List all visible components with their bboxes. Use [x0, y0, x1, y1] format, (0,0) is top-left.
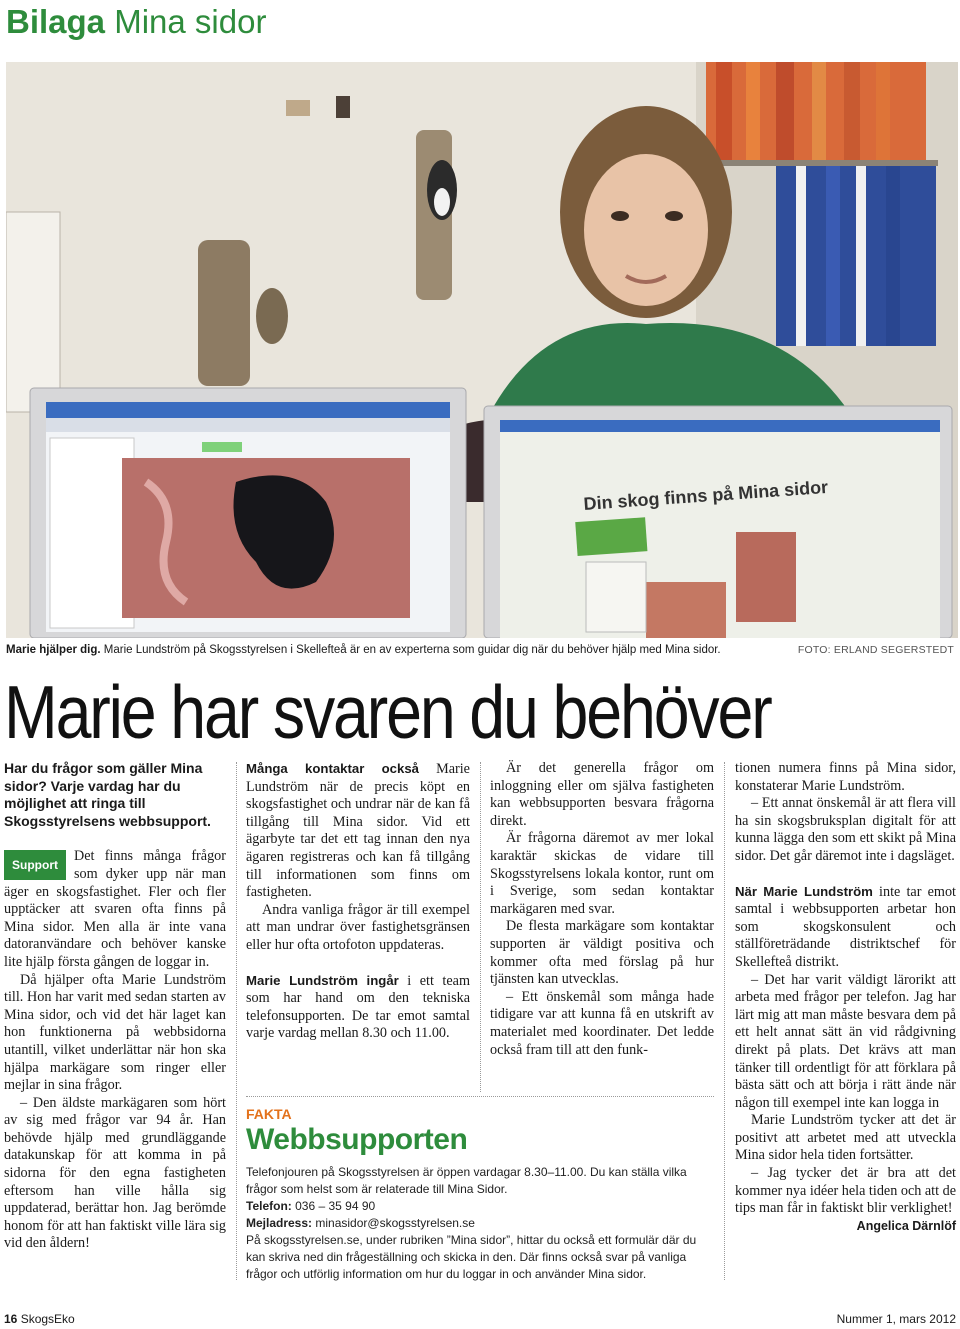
column-divider [480, 762, 481, 1092]
paragraph [735, 883, 956, 972]
fakta-body [246, 1164, 714, 1283]
paragraph: – Den äldste markägaren som hört av sig med frågor var 94 år. Han behövde hjälp med grundläggande datakunskap för att komma in på sidorna för den egna fastigheten eftersom han ville hålla sig uppdaterad, berättar hon. Jag berömde honom för att han faktiskt ville lära sig vid den åldern! [4, 1094, 226, 1252]
fakta-box [246, 1096, 714, 1283]
article-headline: Marie har svaren du behöver [4, 670, 771, 754]
paragraph: – Det har varit väldigt lärorikt att arbeta med frågor per telefon. Jag har lärt mig att man måste besvara dem på ett helt annat sätt än vid rådgivning direkt på plats. Det krävs att man tänker till ordentligt för att förklara på bästa sätt och att börja i rätt ände när någon till exempel inte kan logga in [735, 971, 956, 1111]
fakta-phone [246, 1198, 714, 1215]
paragraph: tionen numera finns på Mina sidor, konstaterar Marie Lundström. [735, 760, 956, 794]
fakta-email-address[interactable]: minasidor@skogsstyrelsen.se [312, 1216, 475, 1230]
fakta-email-label: Mejladress: [246, 1216, 313, 1230]
fakta-divider [246, 1096, 714, 1097]
paragraph [246, 760, 470, 902]
fakta-phone-label: Telefon: [246, 1199, 292, 1213]
paragraph-lead: När Marie Lundström [735, 883, 873, 899]
author-signature: Angelica Därnlöf [856, 1218, 956, 1233]
article-column-1 [4, 760, 226, 1253]
fakta-line: På skogsstyrelsen.se, under rubriken ”Mina sidor”, hittar du också ett formulär där du kan skriva ned din frågeställning och skicka in den. Där finns också svar på vanliga frågor och utförlig information om hur du loggar in och använder Mina sidor. [246, 1233, 697, 1281]
fakta-phone-number: 036 – 35 94 90 [291, 1199, 376, 1213]
article-ingress: Har du frågor som gäller Mina sidor? Varje vardag har du möjlighet att ringa till Skogsstyrelsens webbsupport. [4, 760, 211, 829]
paragraph: Då hjälper ofta Marie Lundström till. Hon har varit med sedan starten av Mina sidor, och vid det här laget kan hon funktionerna på webbsidorna utantill, vilket underlättar när hon ska hjälpa markägare som ringer eller mejlar in sina frågor. [4, 971, 226, 1094]
paragraph: Är frågorna däremot av mer lokal karaktär skickas de vidare till Skogsstyrelsens lokala kontor, runt om i Sverige, som sedan kontaktar markägaren med svar. [490, 830, 714, 917]
column-divider [236, 762, 237, 1280]
paragraph: Det finns många frågor som dyker upp när man äger en skogsfastighet. Fler och fler upptäcker att svaren ofta finns på Mina sidor. Men alla är inte vana datoranvändare och behöver kanske lite hjälp första gången de loggar in. [4, 848, 226, 970]
screen-heading-text: Din skog finns på Mina sidor [582, 476, 829, 514]
column-divider [724, 762, 725, 1280]
photo-credit: FOTO: ERLAND SEGERSTEDT [797, 644, 954, 656]
fakta-email [246, 1215, 714, 1232]
fakta-line: Telefonjouren på Skogsstyrelsen är öppen vardagar 8.30–11.00. Du kan ställa vilka frågor som helst som är relaterade till Mina Sidor. [246, 1165, 687, 1196]
paragraph: Andra vanliga frågor är till exempel att man undrar över fastighetsgränsen eller hur ofta ortofoton uppdateras. [246, 901, 470, 953]
caption-text: Marie Lundström på Skogsstyrelsen i Skellefteå är en av experterna som guidar dig när du behöver hjälp med Mina sidor. [100, 644, 721, 656]
section-title: Mina sidor [114, 3, 267, 40]
support-tag: Support [4, 850, 66, 880]
paragraph [735, 1165, 957, 1233]
page-number: 16 [4, 1312, 18, 1326]
paragraph-lead: Marie Lundström ingår [246, 972, 399, 988]
fakta-title: Webbsupporten [246, 1123, 468, 1156]
paragraph-text: Marie Lundström när de precis köpt en skogsfastighet och undrar när de kan få tillgång till Mina sidor. Vid ett ägarbyte tar det ett tag innan den nya ägaren registreras och kan få tillgång till informationen som finns om fastigheten. [246, 761, 470, 901]
article-column-2 [246, 760, 470, 1043]
publication-name: SkogsEko [20, 1312, 75, 1326]
photo-caption [6, 641, 958, 659]
paragraph-text: i ett team som har hand om den tekniska telefonsupporten. De tar emot samtal varje vardag mellan 8.30 och 11.00. [246, 972, 470, 1042]
support-block [4, 848, 226, 971]
caption-lead: Marie hjälper dig. [6, 644, 101, 656]
paragraph: – Ett annat önskemål är att flera vill ha sin skogsbruksplan digitalt för att kunna lägga den som ett skikt på Mina sidor. Det går däremot inte i dagsläget. [735, 795, 956, 864]
paragraph: Marie Lundström tycker att det är positivt att arbetet med att utveckla Mina sidor hela tiden fortsätter. [735, 1112, 956, 1164]
paragraph-lead: Många kontaktar också [246, 761, 419, 776]
article-column-4 [735, 760, 956, 1235]
paragraph-text: inte tar emot samtal i webbsupporten arbetar hon som skogskonsulent och ställföreträdande distriktschef för Skellefteå distrikt. [735, 883, 956, 970]
article-column-3 [490, 760, 714, 1059]
page-footer [4, 1309, 956, 1329]
photo-illustration [6, 62, 958, 638]
paragraph-text: – Jag tycker det är bra att det kommer nya idéer hela tiden och att de tips man får in faktiskt blir verklighet! [735, 1165, 957, 1217]
paragraph: Är det generella frågor om inloggning eller om själva fastigheten kan webbsupporten besvara frågorna direkt. [490, 760, 714, 829]
section-label: Bilaga [6, 3, 106, 40]
fakta-label: FAKTA [246, 1106, 292, 1122]
paragraph: – Ett önskemål som många hade tidigare var att kunna få en utskrift av materialet med koordinater. Det ledde också fram till att den funk- [490, 988, 714, 1058]
paragraph: De flesta markägare som kontaktar supporten är väldigt positiva och kommer ofta med förslag på hur tjänsten kan utvecklas. [490, 918, 714, 988]
section-header [6, 2, 266, 42]
issue-info: Nummer 1, mars 2012 [836, 1312, 956, 1326]
paragraph [246, 972, 470, 1043]
article-photo [6, 62, 958, 638]
